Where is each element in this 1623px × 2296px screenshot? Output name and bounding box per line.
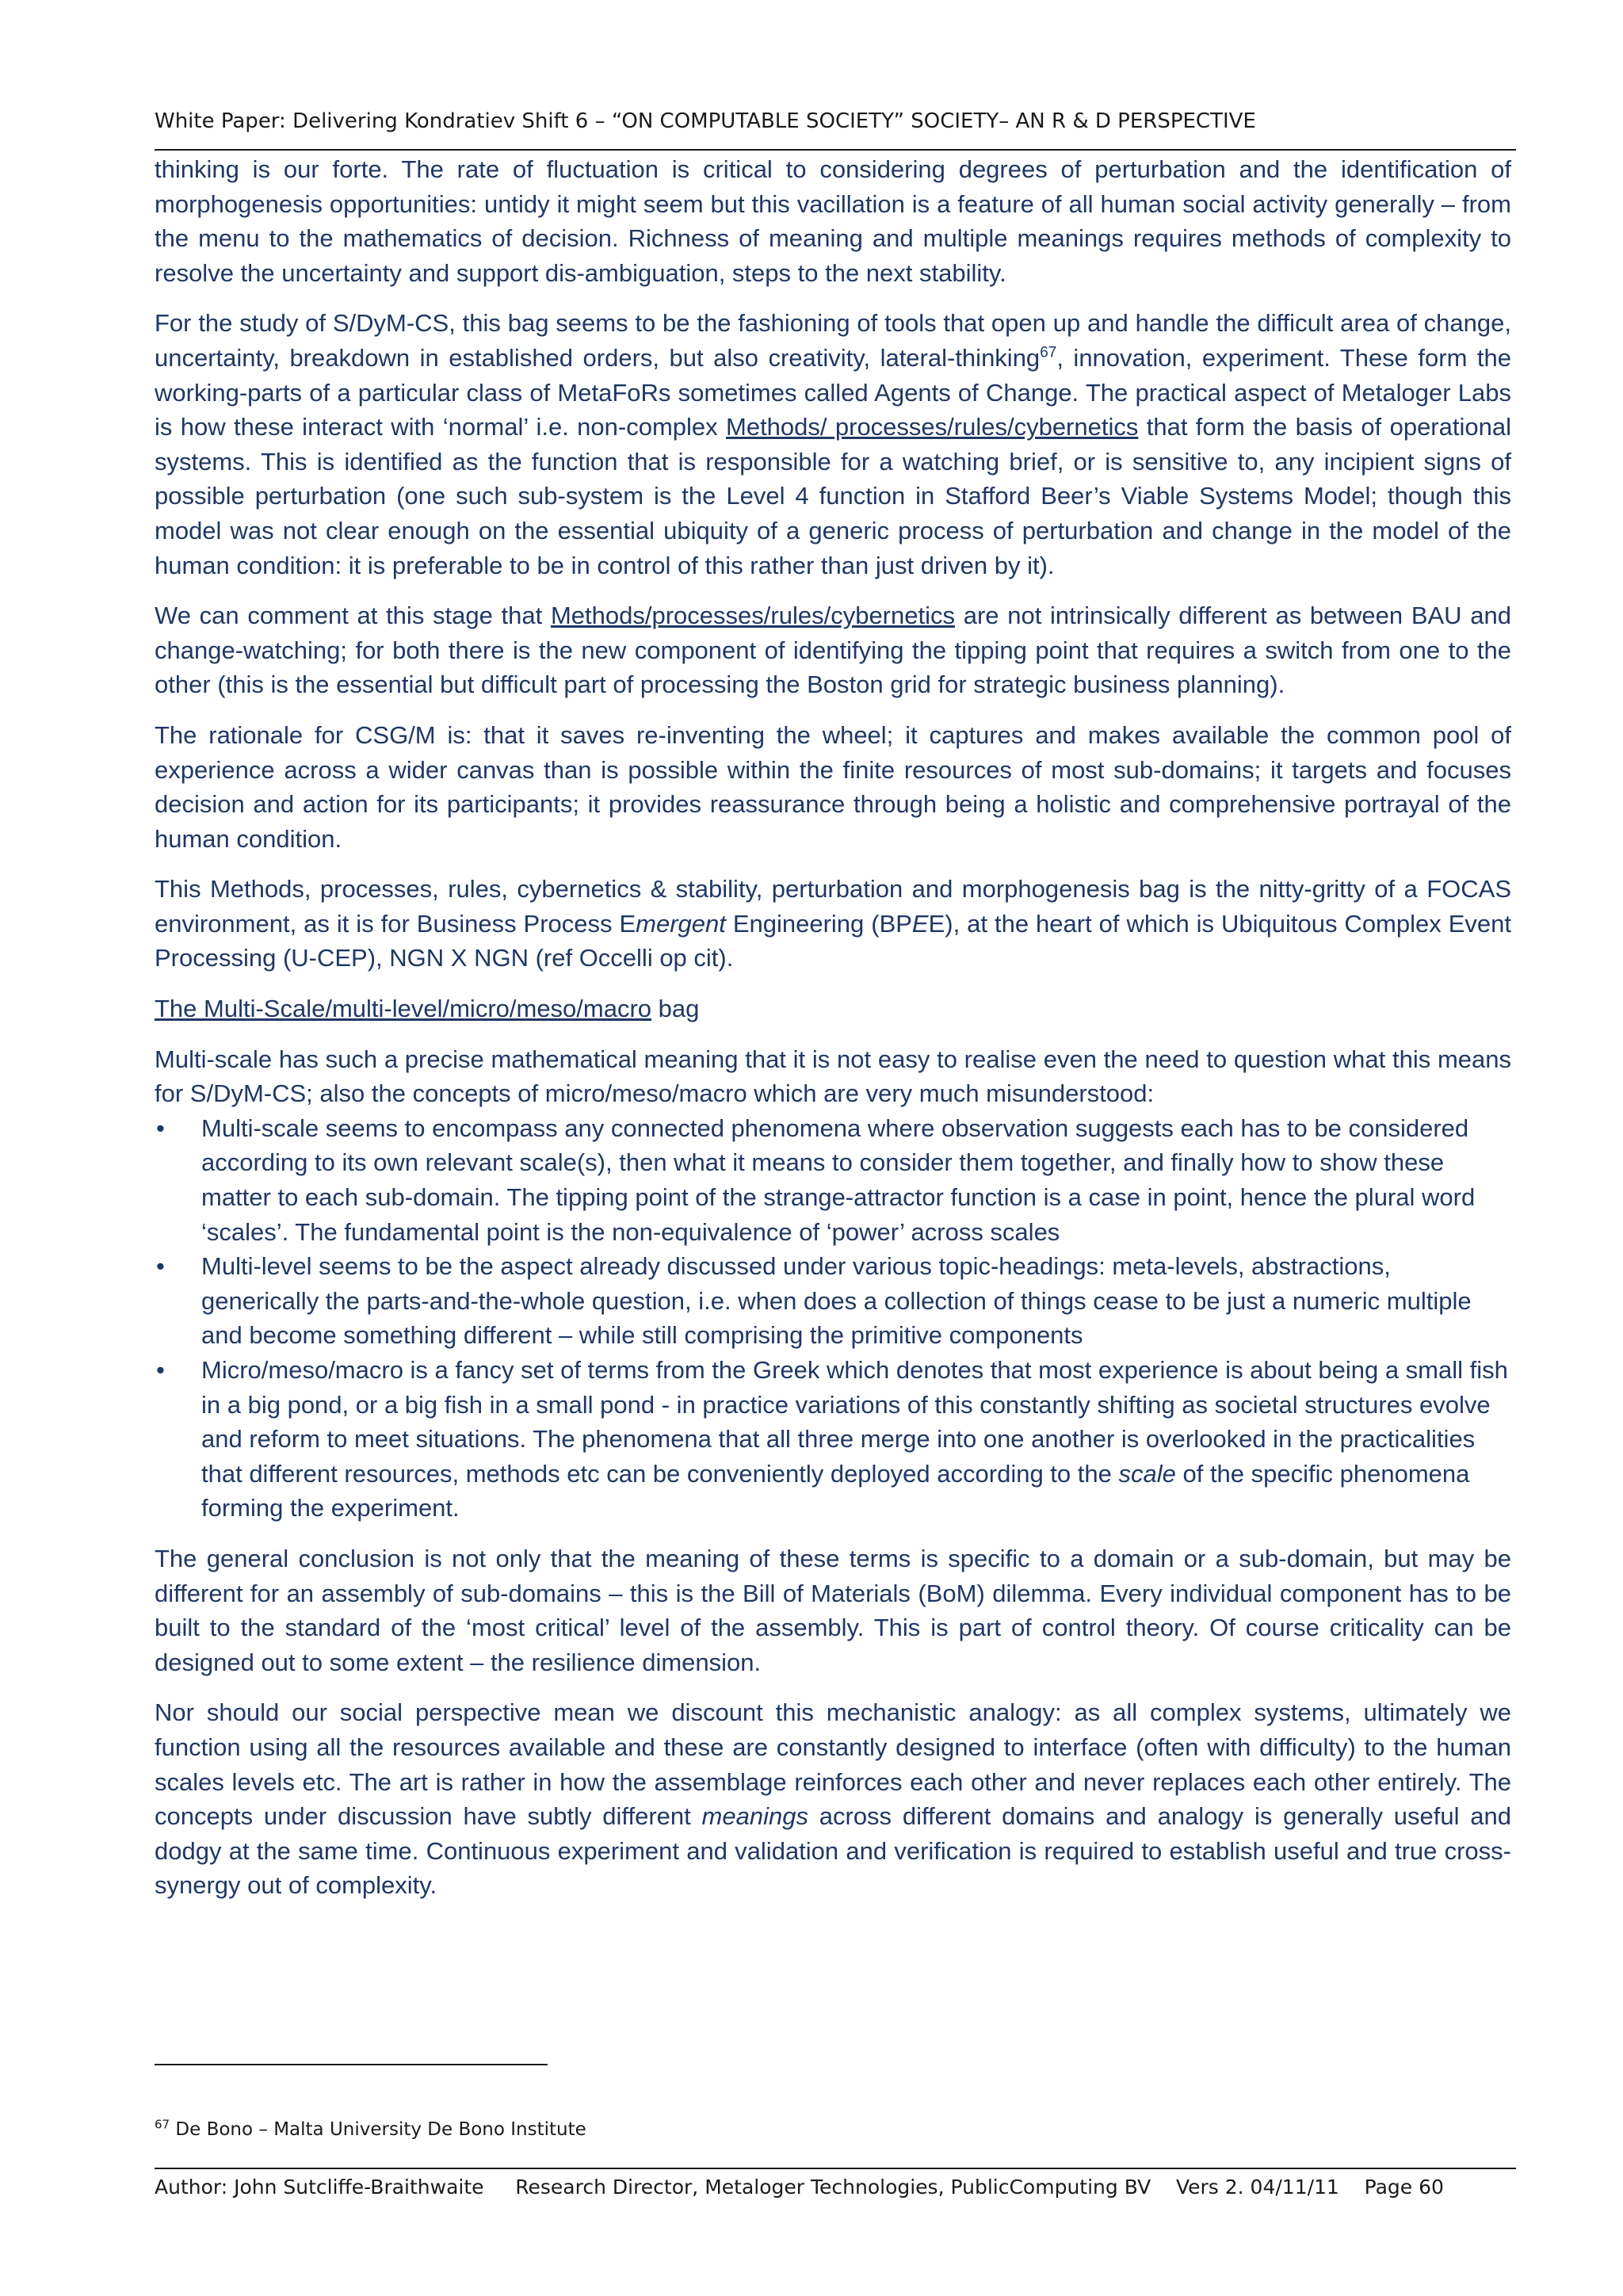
page-footer: Author: John Sutcliffe-Braithwaite Research Director, Metaloger Technologies, PublicComputing BV Vers 2. 04/11/11 Page 60 bbox=[155, 2176, 1444, 2199]
footnote-reference[interactable]: 67 bbox=[1040, 344, 1057, 361]
paragraph-3: We can comment at this stage that Methods/processes/rules/cybernetics are not intrinsically different as between BAU and change-watching; for both there is the new component of identifying the tipping point that requires a switch from one to the other (this is the essential but difficult part of processing the Boston grid for strategic business planning). bbox=[155, 602, 1511, 699]
paragraph-8: Nor should our social perspective mean we discount this mechanistic analogy: as all complex systems, ultimately we function using all the resources available and these are constantly designed to interface (often with difficulty) to the human scales levels etc. The art is rather in how the assemblage reinforces each other and never replaces each other entirely. The concepts under discussion have subtly different meanings across different domains and analogy is generally useful and dodgy at the same time. Continuous experiment and validation and verification is required to establish useful and true cross-synergy out of complexity. bbox=[155, 1698, 1511, 1900]
section-heading-link[interactable]: The Multi-Scale/multi-level/micro/meso/macro bbox=[155, 995, 652, 1023]
header-divider bbox=[155, 149, 1516, 151]
paragraph-5: This Methods, processes, rules, cybernetics & stability, perturbation and morphogenesis bag is the nitty-gritty of a FOCAS environment, as it is for Business Process Emergent Engineering (BPEE), at the heart of which is Ubiquitous Complex Event Processing (U-CEP), NGN X NGN (ref Occelli op cit). bbox=[155, 875, 1511, 972]
methods-link-2[interactable]: Methods/processes/rules/cybernetics bbox=[550, 602, 955, 630]
bullet-list bbox=[155, 1111, 1511, 1526]
footer-divider bbox=[155, 2168, 1516, 2169]
bullet-item-micro-meso-macro: • Micro/meso/macro is a fancy set of terms from the Greek which denotes that most experience is about being a small fish in a big pond, or a big fish in a small pond - in practice variations of this constantly shifting as societal structures evolve and reform to meet situations. The phenomena that all three merge into one another is overlooked in the practicalities that different resources, methods etc can be conveniently deployed according to the scale of the specific phenomena forming the experiment. bbox=[155, 1353, 1511, 1526]
footnote-divider bbox=[155, 2064, 548, 2065]
bullet-item-multi-level: • Multi-level seems to be the aspect already discussed under various topic-headings: meta-levels, abstractions, generically the parts-and-the-whole question, i.e. when does a collection of things cease to be just a numeric multiple and become something different – while still comprising the primitive components bbox=[155, 1249, 1511, 1353]
paragraph-1: thinking is our forte. The rate of fluctuation is critical to considering degrees of perturbation and the identification of morphogenesis opportunities: untidy it might seem but this vacillation is a feature of all human social activity generally – from the menu to the mathematics of decision. Richness of meaning and multiple meanings requires methods of complexity to resolve the uncertainty and support dis-ambiguation, steps to the next stability. bbox=[155, 155, 1511, 287]
paragraph-4: The rationale for CSG/M is: that it saves re-inventing the wheel; it captures and makes available the common pool of experience across a wider canvas than is possible within the finite resources of most sub-domains; it targets and focuses decision and action for its participants; it provides reassurance through being a holistic and comprehensive portrayal of the human condition. bbox=[155, 720, 1511, 853]
document-body bbox=[155, 152, 1511, 1919]
paragraph-2: For the study of S/DyM-CS, this bag seems to be the fashioning of tools that open up and handle the difficult area of change, uncertainty, breakdown in established orders, but also creativity, lateral-thinking$^{67}$, innovation, experiment. These form the working-parts of a particular class of MetaFoRs sometimes called Agents of Change. The practical aspect of Metaloger Labs is how these interact with ‘normal’ i.e. non-complex Methods/ processes/rules/cybernetics that form the basis of operational systems. This is identified as the function that is responsible for a watching brief, or is sensitive to, any incipient signs of possible perturbation (one such sub-system is the Level 4 function in Stafford Beer’s Viable Systems Model; though this model was not clear enough on the essential ubiquity of a generic process of perturbation and change in the model of the human condition: it is preferable to be in control of this rather than just driven by it). bbox=[155, 309, 1512, 579]
bullet-item-multi-scale: • Multi-scale seems to encompass any connected phenomena where observation suggests each has to be considered according to its own relevant scale(s), then what it means to consider them together, and finally how to show these matter to each sub-domain. The tipping point of the strange-attractor function is a case in point, hence the plural word ‘scales’. The fundamental point is the non-equivalence of ‘power’ across scales bbox=[155, 1111, 1511, 1249]
paragraph-7: The general conclusion is not only that the meaning of these terms is specific to a domain or a sub-domain, but may be different for an assembly of sub-domains – this is the Bill of Materials (BoM) dilemma. Every individual component has to be built to the standard of the ‘most critical’ level of the assembly. This is part of control theory. Of course criticality can be designed out to some extent – the resilience dimension. bbox=[155, 1544, 1511, 1676]
footnote-text: De Bono – Malta University De Bono Institute bbox=[170, 2119, 586, 2140]
footnote bbox=[155, 2119, 586, 2140]
section-heading: The Multi-Scale/multi-level/micro/meso/macro bag bbox=[155, 995, 700, 1023]
paragraph-6: Multi-scale has such a precise mathematical meaning that it is not easy to realise even the need to question what this means for S/DyM-CS; also the concepts of micro/meso/macro which are very much misunderstood: bbox=[155, 1045, 1511, 1108]
page-header: White Paper: Delivering Kondratiev Shift 6 – “ON COMPUTABLE SOCIETY” SOCIETY– AN R & D PERSPECTIVE bbox=[155, 109, 1256, 133]
footnote-number: 67 bbox=[155, 2117, 170, 2132]
methods-link[interactable]: Methods/ processes/rules/cybernetics bbox=[726, 413, 1139, 441]
